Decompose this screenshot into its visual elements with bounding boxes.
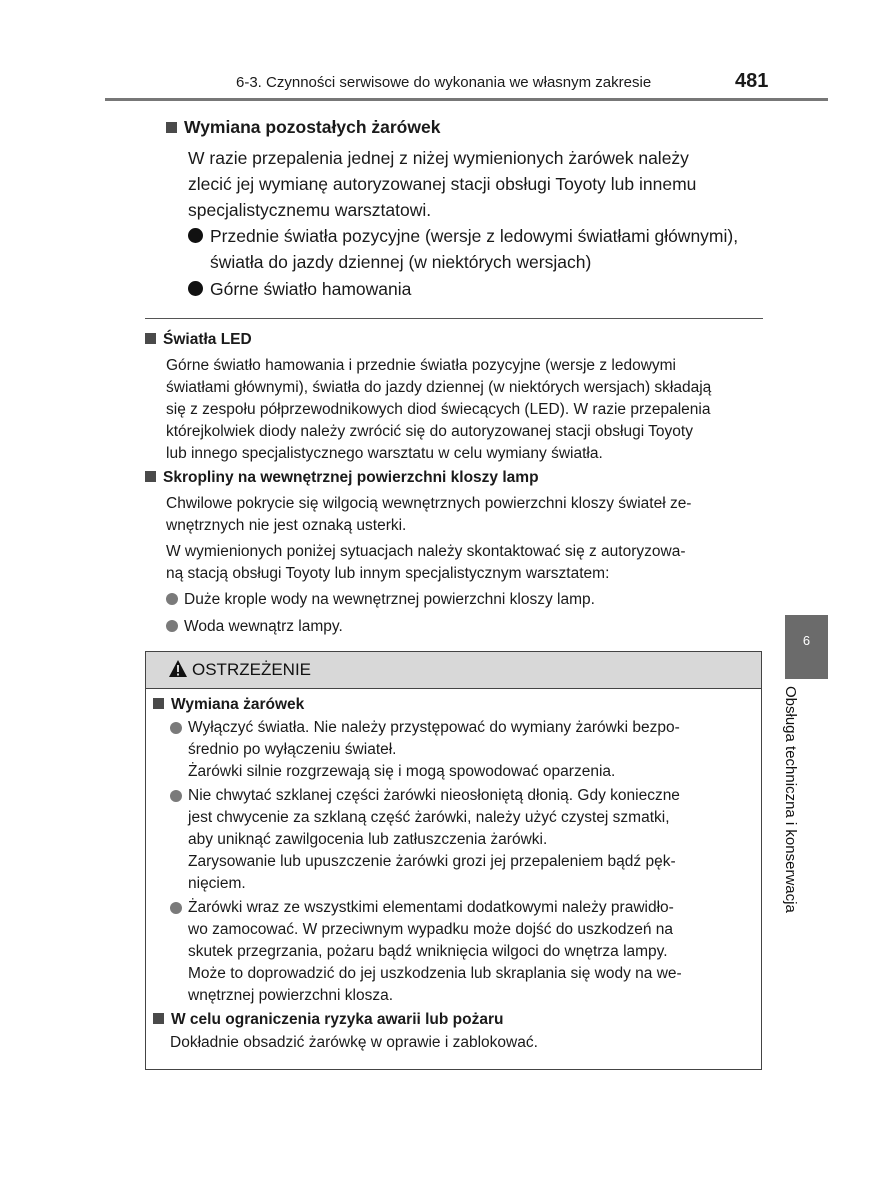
warning-subheading-risk: W celu ograniczenia ryzyka awarii lub pożaru	[153, 1011, 504, 1029]
bullet-dot-icon	[166, 620, 178, 632]
list-item: Nie chwytać szklanej części żarówki nieosłoniętą dłonią. Gdy konieczne jest chwycenie za szklaną część żarówki, należy użyć czystej szmatki, aby uniknąć zawilgocenia lub zatłuszczenia żarówki. Zarysowanie lub upuszczenie żarówki grozi jej przepaleniem bądź pęk- nięciem.	[170, 785, 750, 895]
bullet-dot-icon	[188, 228, 203, 243]
header-divider	[105, 98, 828, 101]
warning-subheading-bulbs: Wymiana żarówek	[153, 696, 304, 714]
square-bullet-icon	[145, 333, 156, 344]
section-paragraph: Chwilowe pokrycie się wilgocią wewnętrznych powierzchni kloszy świateł ze- wnętrznych nie jest oznaką usterki.	[166, 495, 692, 534]
section-paragraph: Górne światło hamowania i przednie światła pozycyjne (wersje z ledowymi światłami głównymi), światła do jazdy dziennej (w niektórych wersjach) składają się z zespołu półprzewodnikowych diod świecących (LED). W razie przepalenia którejkolwiek diody należy zwrócić się do autoryzowanej stacji obsługi Toyoty lub innego specjalistycznego warsztatu w celu wymiany światła.	[166, 357, 712, 462]
bullet-dot-icon	[166, 593, 178, 605]
list-item: Duże krople wody na wewnętrznej powierzchni kloszy lamp.	[166, 591, 595, 609]
section-heading-replacement: Wymiana pozostałych żarówek	[166, 117, 440, 138]
bullet-dot-icon	[170, 902, 182, 914]
chapter-tab	[785, 615, 828, 679]
list-item: Górne światło hamowania	[188, 276, 768, 302]
section-paragraph: W wymienionych poniżej sytuacjach należy skontaktować się z autoryzowa- ną stacją obsługi Toyoty lub innym specjalistycznym warsztatem:	[166, 543, 686, 582]
square-bullet-icon	[145, 471, 156, 482]
running-header: 6-3. Czynności serwisowe do wykonania we własnym zakresie	[236, 74, 652, 91]
section-heading-led: Światła LED	[145, 331, 252, 349]
list-item: Przednie światła pozycyjne (wersje z ledowymi światłami głównymi), światła do jazdy dziennej (w niektórych wersjach)	[188, 223, 768, 275]
list-item: Żarówki wraz ze wszystkimi elementami dodatkowymi należy prawidło- wo zamocować. W przeciwnym wypadku może dojść do uszkodzeń na skutek przegrzania, pożaru bądź wniknięcia wilgoci do wnętrza lampy. Może to doprowadzić do jej uszkodzenia lub skraplania się wody na we- wnętrznej powierzchni klosza.	[170, 897, 750, 1007]
page-number: 481	[735, 70, 769, 92]
warning-header	[146, 652, 761, 689]
warning-paragraph: Dokładnie obsadzić żarówkę w oprawie i zablokować.	[170, 1034, 538, 1051]
bullet-dot-icon	[188, 281, 203, 296]
bullet-dot-icon	[170, 790, 182, 802]
warning-triangle-icon	[168, 659, 188, 678]
chapter-number: 6	[802, 633, 811, 648]
section-paragraph: W razie przepalenia jednej z niżej wymienionych żarówek należy zlecić jej wymianę autoryzowanej stacji obsługi Toyoty lub innemu specjalistycznemu warsztatowi.	[188, 148, 697, 220]
list-item: Woda wewnątrz lampy.	[166, 618, 343, 636]
warning-title: OSTRZEŻENIE	[192, 660, 312, 679]
chapter-label: Obsługa techniczna i konserwacja	[782, 686, 799, 913]
square-bullet-icon	[153, 1013, 164, 1024]
section-divider	[145, 318, 763, 319]
bullet-dot-icon	[170, 722, 182, 734]
section-heading-condensation: Skropliny na wewnętrznej powierzchni kloszy lamp	[145, 469, 539, 487]
square-bullet-icon	[166, 122, 177, 133]
list-item: Wyłączyć światła. Nie należy przystępować do wymiany żarówki bezpo- średnio po wyłączeniu świateł. Żarówki silnie rozgrzewają się i mogą spowodować oparzenia.	[170, 717, 750, 783]
square-bullet-icon	[153, 698, 164, 709]
